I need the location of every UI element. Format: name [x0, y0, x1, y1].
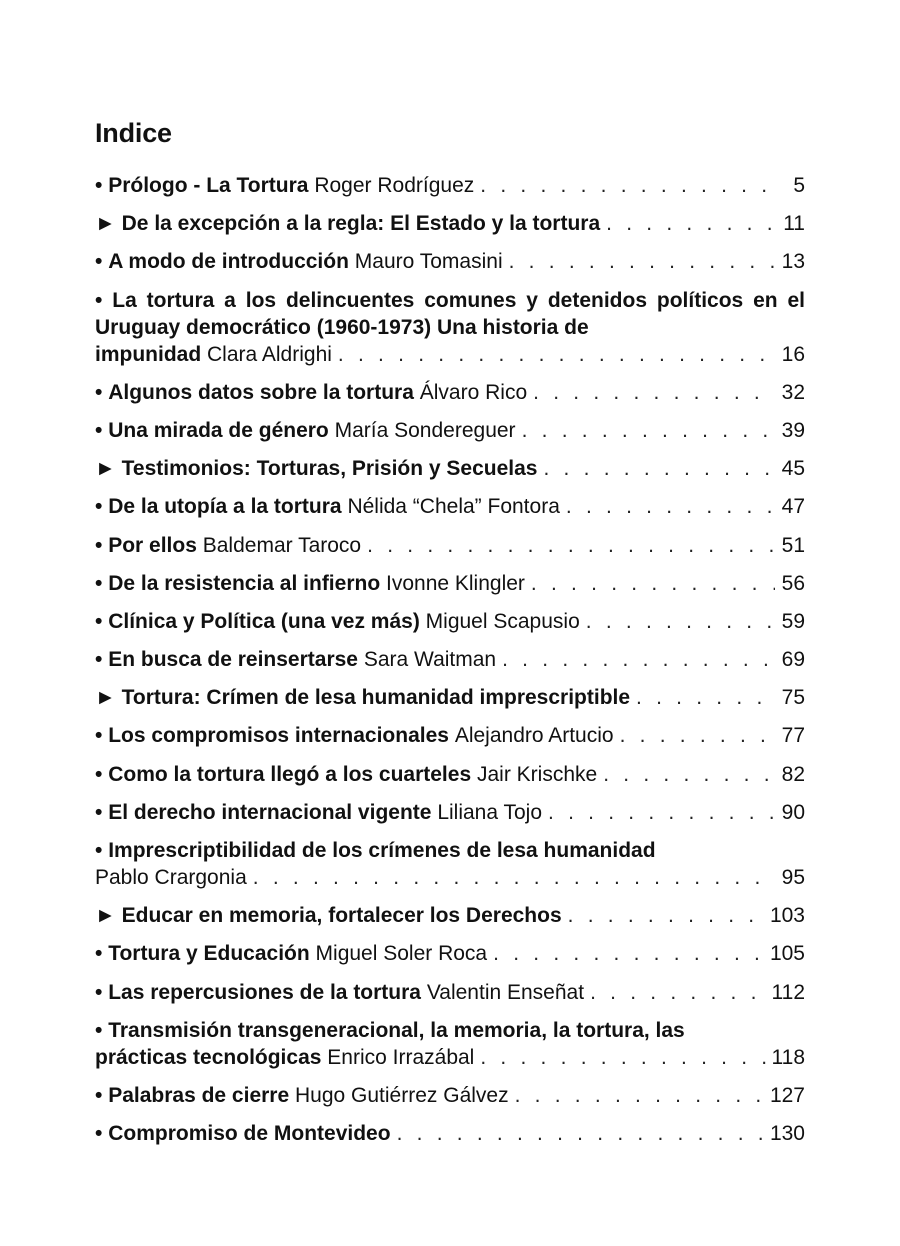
- page-number: 127: [769, 1083, 805, 1107]
- section-title: Tortura: Crímen de lesa humanidad imprescriptible: [121, 686, 631, 710]
- entry-author: Nélida “Chela” Fontora: [347, 495, 560, 519]
- page-number: 47: [781, 495, 805, 519]
- bullet-icon: •: [95, 609, 103, 633]
- toc-entry: [95, 379, 805, 406]
- entry-last-line: [95, 341, 805, 368]
- entry-author: Sara Waitman: [363, 648, 497, 672]
- dot-leader: [493, 940, 764, 967]
- entry-title-first-lines: La tortura a los delincuentes comunes y detenidos políticos en el Uruguay democrático (1960-1973) Una historia de: [95, 288, 806, 339]
- dot-leader: [548, 799, 775, 826]
- dot-leader: [533, 379, 775, 406]
- bullet-icon: •: [95, 762, 103, 786]
- bullet-icon: •: [95, 571, 103, 595]
- toc-entry: [95, 532, 805, 559]
- page-number: 45: [781, 457, 805, 481]
- page-title: Indice: [95, 118, 172, 148]
- toc-section: [95, 210, 805, 237]
- page-number: 105: [769, 942, 805, 966]
- entry-author: Jair Krischke: [476, 762, 598, 786]
- entry-title: A modo de introducción: [108, 250, 349, 274]
- toc-entry: [95, 172, 805, 199]
- dot-leader: [531, 570, 775, 597]
- entry-title: Compromiso de Montevideo: [108, 1122, 391, 1146]
- dot-leader: [566, 493, 775, 520]
- bullet-icon: •: [95, 1083, 103, 1107]
- entry-author: Enrico Irrazábal: [327, 1045, 475, 1069]
- entry-author: Roger Rodríguez: [314, 174, 475, 197]
- entry-author: Miguel Soler Roca: [315, 942, 488, 966]
- dot-leader: [480, 172, 775, 199]
- toc-entry: [95, 722, 805, 749]
- page-number: 16: [781, 342, 805, 366]
- page-number: 69: [781, 648, 805, 672]
- entry-title: impunidad: [95, 342, 202, 366]
- arrow-right-icon: ►: [95, 904, 116, 928]
- bullet-icon: •: [95, 174, 103, 197]
- page-number: 103: [769, 904, 805, 928]
- dot-leader: [590, 979, 765, 1006]
- entry-author: Ivonne Klingler: [386, 571, 525, 595]
- entry-title: De la utopía a la tortura: [108, 495, 342, 519]
- dot-leader: [568, 902, 764, 929]
- dot-leader: [367, 532, 775, 559]
- page-number: 11: [783, 212, 805, 236]
- bullet-icon: •: [95, 250, 103, 274]
- entry-author: Hugo Gutiérrez Gálvez: [295, 1083, 509, 1107]
- toc-entry: [95, 799, 805, 826]
- entry-title: Palabras de cierre: [108, 1083, 290, 1107]
- entry-title: Como la tortura llegó a los cuarteles: [108, 762, 472, 786]
- entry-author: Baldemar Taroco: [202, 533, 362, 557]
- entry-author: Clara Aldrighi: [207, 342, 332, 366]
- page-number: 118: [771, 1045, 805, 1069]
- entry-title: Clínica y Política (una vez más): [108, 609, 420, 633]
- page-number: 75: [781, 686, 805, 710]
- entry-title-first-lines: Transmisión transgeneracional, la memoria, la tortura, las: [108, 1018, 685, 1042]
- page-number: 90: [781, 800, 805, 824]
- dot-leader: [606, 210, 775, 237]
- bullet-icon: •: [95, 288, 103, 312]
- toc-entry: [95, 1017, 805, 1071]
- arrow-right-icon: ►: [95, 686, 116, 710]
- entry-title: Tortura y Educación: [108, 942, 310, 966]
- entry-last-line: [95, 864, 805, 891]
- arrow-right-icon: ►: [95, 457, 116, 481]
- bullet-icon: •: [95, 533, 103, 557]
- dot-leader: [603, 761, 775, 788]
- page-number: 39: [781, 418, 805, 442]
- page-number: 82: [781, 762, 805, 786]
- toc-entry: [95, 608, 805, 635]
- bullet-icon: •: [95, 1122, 103, 1146]
- entry-author: Mauro Tomasini: [354, 250, 503, 274]
- entry-title: Los compromisos internacionales: [108, 724, 449, 748]
- toc-entry: [95, 570, 805, 597]
- page-number: 56: [781, 571, 805, 595]
- toc-entry: [95, 493, 805, 520]
- entry-last-line: [95, 1044, 805, 1071]
- page-number: 95: [781, 866, 805, 889]
- bullet-icon: •: [95, 980, 103, 1004]
- page-number: 51: [781, 533, 805, 557]
- entry-title: En busca de reinsertarse: [108, 648, 358, 672]
- dot-leader: [620, 722, 775, 749]
- entry-author: Alejandro Artucio: [454, 724, 614, 748]
- entry-author: Valentin Enseñat: [426, 980, 585, 1004]
- toc-entry: [95, 979, 805, 1006]
- entry-author: Pablo Crargonia: [95, 866, 247, 889]
- entry-author: Liliana Tojo: [437, 800, 543, 824]
- toc-entry: [95, 761, 805, 788]
- dot-leader: [509, 248, 775, 275]
- page-number: 130: [769, 1122, 805, 1146]
- dot-leader: [480, 1044, 765, 1071]
- dot-leader: [515, 1082, 764, 1109]
- bullet-icon: •: [95, 380, 103, 404]
- bullet-icon: •: [95, 648, 103, 672]
- bullet-icon: •: [95, 942, 103, 966]
- dot-leader: [586, 608, 775, 635]
- page-number: 32: [781, 380, 805, 404]
- bullet-icon: •: [95, 1018, 103, 1042]
- section-title: Testimonios: Torturas, Prisión y Secuelas: [121, 457, 538, 481]
- toc-section: [95, 455, 805, 482]
- entry-title: Prólogo - La Tortura: [108, 174, 309, 197]
- toc-section: [95, 684, 805, 711]
- entry-title: prácticas tecnológicas: [95, 1045, 322, 1069]
- entry-title: Una mirada de género: [108, 418, 329, 442]
- entry-title: Algunos datos sobre la tortura: [108, 380, 414, 404]
- toc-entry: [95, 940, 805, 967]
- toc-entry: [95, 248, 805, 275]
- toc-entry: [95, 837, 805, 891]
- bullet-icon: •: [95, 839, 103, 862]
- toc-entry: [95, 417, 805, 444]
- entry-author: Miguel Scapusio: [425, 609, 580, 633]
- entry-author: María Sondereguer: [334, 418, 516, 442]
- bullet-icon: •: [95, 418, 103, 442]
- page-number: 77: [781, 724, 805, 748]
- dot-leader: [502, 646, 775, 673]
- entry-author: Álvaro Rico: [419, 380, 528, 404]
- toc-entry: [95, 287, 805, 368]
- page-number: 112: [771, 980, 805, 1004]
- dot-leader: [636, 684, 775, 711]
- toc-section: [95, 902, 805, 929]
- entry-title: Las repercusiones de la tortura: [108, 980, 421, 1004]
- toc-entry: [95, 1120, 805, 1147]
- page-number: 13: [781, 250, 805, 274]
- table-of-contents: [95, 172, 805, 1158]
- page-number: 5: [793, 174, 805, 197]
- dot-leader: [522, 417, 775, 444]
- dot-leader: [543, 455, 775, 482]
- entry-title: El derecho internacional vigente: [108, 800, 432, 824]
- entry-title: De la resistencia al infierno: [108, 571, 381, 595]
- bullet-icon: •: [95, 495, 103, 519]
- arrow-right-icon: ►: [95, 212, 116, 236]
- entry-title-first-lines: Imprescriptibilidad de los crímenes de lesa humanidad: [108, 839, 656, 862]
- dot-leader: [338, 341, 775, 368]
- bullet-icon: •: [95, 800, 103, 824]
- bullet-icon: •: [95, 724, 103, 748]
- entry-title: Por ellos: [108, 533, 197, 557]
- page-number: 59: [781, 609, 805, 633]
- toc-entry: [95, 1082, 805, 1109]
- toc-entry: [95, 646, 805, 673]
- section-title: Educar en memoria, fortalecer los Derechos: [121, 904, 562, 928]
- section-title: De la excepción a la regla: El Estado y la tortura: [121, 212, 601, 236]
- dot-leader: [397, 1120, 764, 1147]
- dot-leader: [253, 864, 775, 891]
